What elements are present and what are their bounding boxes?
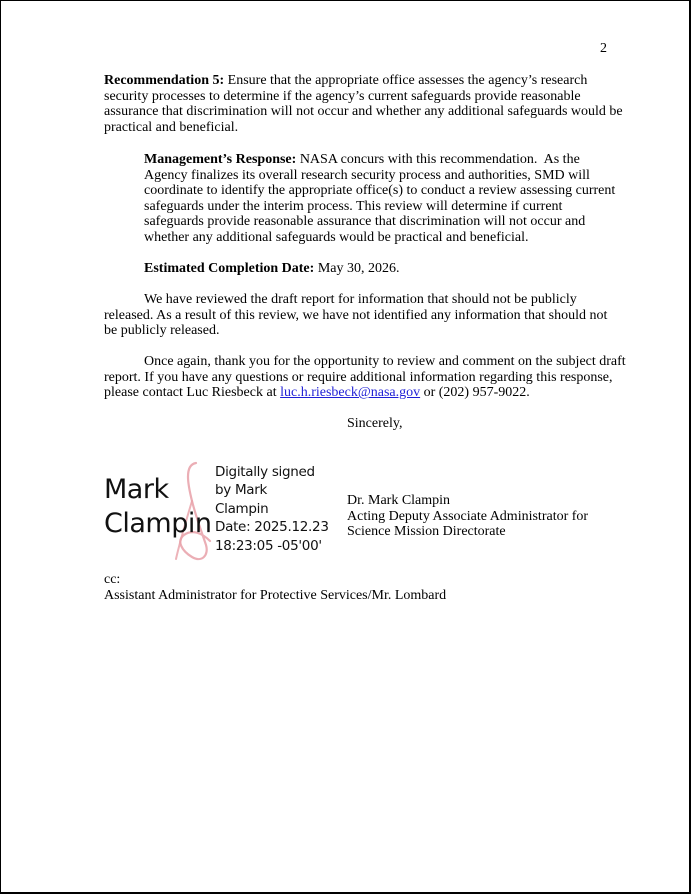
page-number: 2: [600, 41, 607, 56]
management-response-paragraph: [144, 152, 615, 246]
contact-prefix: please contact Luc Riesbeck at: [104, 385, 281, 401]
contact-email-link[interactable]: luc.h.riesbeck@nasa.gov: [280, 385, 421, 401]
management-response-line-2: Agency finalizes its overall research security process and authorities, SMD will: [144, 167, 590, 183]
review-line-2: released. As a result of this review, we have not identified any information that should not: [104, 307, 608, 323]
management-response-line-1: [144, 152, 615, 168]
signature-detail-line-5: 18:23:05 -05'00': [215, 537, 322, 554]
signature-name: [104, 473, 211, 541]
signature-detail-line-3: Clampin: [215, 500, 269, 517]
completion-date-paragraph: [144, 261, 399, 277]
cc-recipient: Assistant Administrator for Protective Services/Mr. Lombard: [104, 587, 447, 603]
management-response-line-4: safeguards under the interim process. This review will determine if current: [144, 198, 563, 214]
recommendation-line-3: assurance that discrimination will not occur and whether any additional safeguards would be: [104, 104, 623, 120]
recommendation-line-1: [104, 73, 623, 89]
thanks-line-3: [104, 385, 626, 401]
thanks-paragraph: [104, 354, 626, 401]
recommendation-line-2: security processes to determine if the agency’s current safeguards provide reasonable: [104, 88, 581, 104]
thanks-line-1: Once again, thank you for the opportunity to review and comment on the subject draft: [144, 354, 626, 369]
cc-block: [104, 572, 446, 603]
management-response-line-3: coordinate to identify the appropriate office(s) to conduct a review assessing current: [144, 183, 616, 199]
management-response-line-5: safeguards provide reasonable assurance that discrimination will not occur and: [144, 214, 586, 230]
contact-suffix: or (202) 957-9022.: [420, 385, 530, 401]
management-response-line-6: whether any additional safeguards would be practical and beneficial.: [144, 229, 529, 245]
cc-label: cc:: [104, 572, 121, 587]
recommendation-label: Recommendation 5:: [104, 73, 225, 88]
signature-detail-line-4: Date: 2025.12.23: [215, 519, 329, 536]
digital-signature[interactable]: [104, 461, 344, 565]
completion-date-value: May 30, 2026.: [314, 261, 400, 276]
management-response-label: Management’s Response:: [144, 152, 297, 167]
thanks-line-2: report. If you have any questions or require additional information regarding this response,: [104, 369, 613, 385]
closing: Sincerely,: [347, 416, 403, 431]
completion-date-label: Estimated Completion Date:: [144, 261, 315, 276]
signature-detail-line-1: Digitally signed: [215, 464, 315, 480]
review-line-1: We have reviewed the draft report for information that should not be publicly: [144, 292, 577, 307]
signer-block: [347, 493, 588, 540]
recommendation-text: Ensure that the appropriate office assesses the agency’s research: [224, 73, 588, 88]
signer-name: Dr. Mark Clampin: [347, 493, 451, 508]
review-paragraph: [104, 292, 607, 339]
recommendation-line-4: practical and beneficial.: [104, 119, 239, 135]
signature-details: [215, 463, 329, 555]
signature-first-name: Mark: [104, 474, 169, 505]
signature-detail-line-2: by Mark: [215, 482, 268, 499]
signature-last-name: Clampin: [104, 508, 212, 539]
recommendation-paragraph: [104, 73, 623, 135]
signer-title-line-1: Acting Deputy Associate Administrator for: [347, 508, 589, 524]
review-line-3: be publicly released.: [104, 323, 220, 339]
signer-title-line-2: Science Mission Directorate: [347, 524, 506, 540]
management-response-text: NASA concurs with this recommendation. As the: [296, 152, 580, 167]
